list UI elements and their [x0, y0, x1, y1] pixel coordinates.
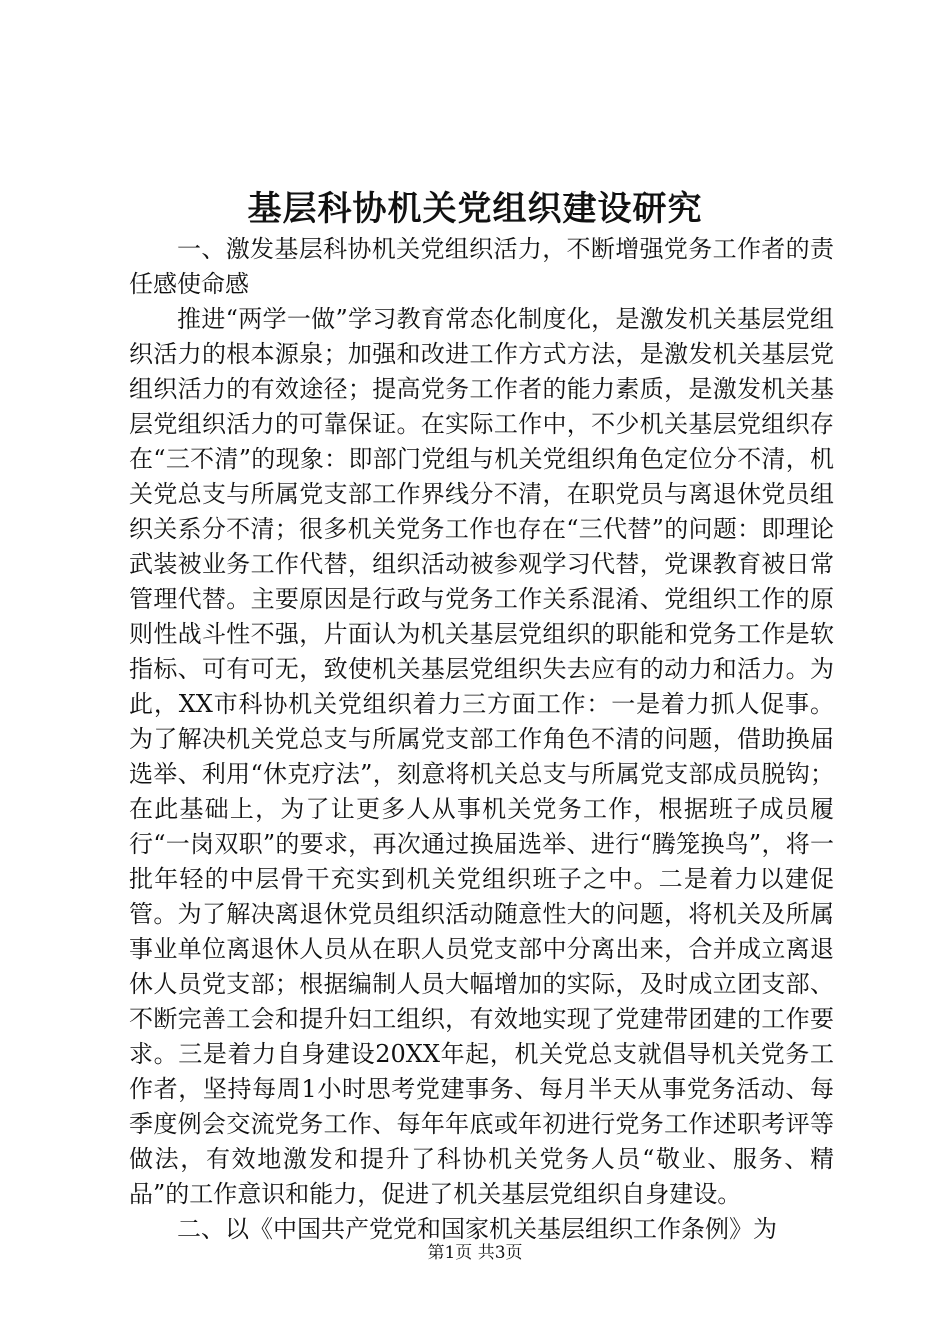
document-title: 基层科协机关党组织建设研究 — [247, 189, 703, 229]
body-paragraph-1: 推进“两学一做”学习教育常态化制度化，是激发机关基层党组织活力的根本源泉；加强和改进工作方式方法，是激发机关基层党组织活力的有效途径；提高党务工作者的能力素质，是激发机关基层党组织活力的可靠保证。在实际工作中，不少机关基层党组织存在“三不清”的现象：即部门党组与机关党组织角色定位分不清，机关党总支与所属党支部工作界线分不清，在职党员与离退休党员组织关系分不清；很多机关党务工作也存在“三代替”的问题：即理论武装被业务工作代替，组织活动被参观学习代替，党课教育被日常管理代替。主要原因是行政与党务工作关系混淆、党组织工作的原则性战斗性不强，片面认为机关基层党组织的职能和党务工作是软指标、可有可无，致使机关基层党组织失去应有的动力和活力。为此，XX市科协机关党组织着力三方面工作：一是着力抓人促事。为了解决机关党总支与所属党支部工作角色不清的问题，借助换届选举、利用“休克疗法”，刻意将机关总支与所属党支部成员脱钩；在此基础上，为了让更多人从事机关党务工作，根据班子成员履行“一岗双职”的要求，再次通过换届选举、进行“腾笼换鸟”，将一批年轻的中层骨干充实到机关党组织班子之中。二是着力以建促管。为了解决离退休党员组织活动随意性大的问题，将机关及所属事业单位离退休人员从在职人员党支部中分离出来，合并成立离退休人员党支部；根据编制人员大幅增加的实际，及时成立团支部、不断完善工会和提升妇工组织，有效地实现了党建带团建的工作要求。三是着力自身建设20XX年起，机关党总支就倡导机关党务工作者，坚持每周1小时思考党建事务、每月半天从事党务活动、每季度例会交流党务工作、每年年底或年初进行党务工作述职考评等做法，有效地激发和提升了科协机关党务人员“敬业、服务、精品”的工作意识和能力，促进了机关基层党组织自身建设。 — [129, 305, 834, 1208]
heading-paragraph-2: 二、以《中国共产党党和国家机关基层组织工作条例》为 — [177, 1215, 777, 1243]
page-number-footer: 第1页 共3页 — [427, 1243, 523, 1263]
heading-paragraph-1: 一、激发基层科协机关党组织活力，不断增强党务工作者的责任感使命感 — [129, 235, 834, 298]
document-body — [129, 232, 834, 1247]
